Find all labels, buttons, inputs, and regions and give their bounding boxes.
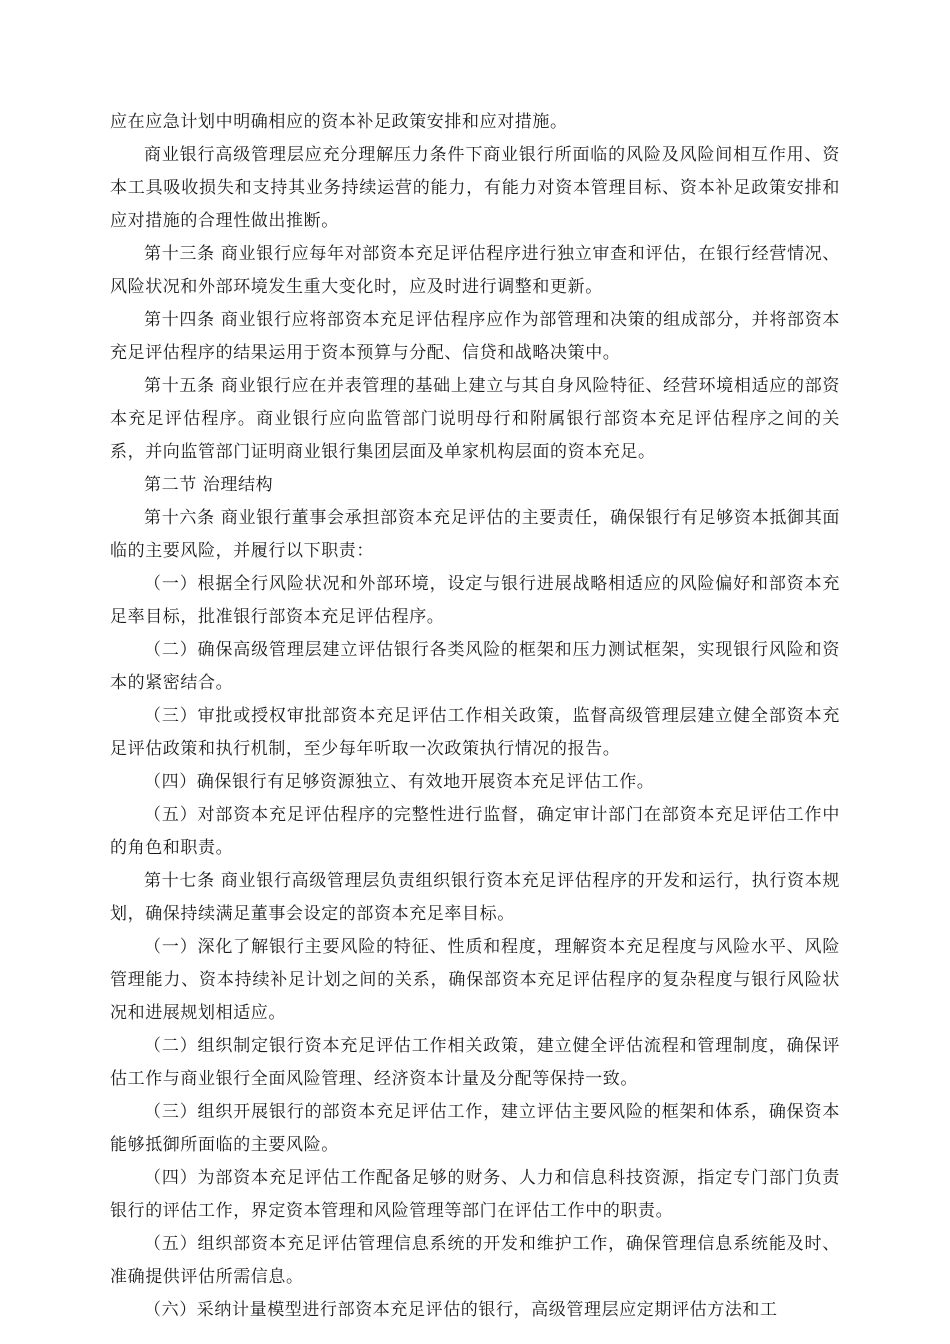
paragraph: 第十五条 商业银行应在并表管理的基础上建立与其自身风险特征、经营环境相适应的部资本充足评估程序。商业银行应向监管部门说明母行和附属银行部资本充足评估程序之间的关系，并向监管部门证明商业银行集团层面及单家机构层面的资本充足。	[110, 376, 840, 462]
paragraph: （四）确保银行有足够资源独立、有效地开展资本充足评估工作。	[144, 772, 655, 792]
paragraph: （六）采纳计量模型进行部资本充足评估的银行，高级管理层应定期评估方法和工	[144, 1300, 778, 1320]
paragraph: 第二节 治理结构	[144, 475, 274, 495]
document-body	[110, 106, 840, 1327]
paragraph: （四）为部资本充足评估工作配备足够的财务、人力和信息科技资源，指定专门部门负责银行的评估工作，界定资本管理和风险管理等部门在评估工作中的职责。	[110, 1168, 840, 1221]
paragraph: 第十三条 商业银行应每年对部资本充足评估程序进行独立审查和评估，在银行经营情况、风险状况和外部环境发生重大变化时，应及时进行调整和更新。	[110, 244, 840, 297]
paragraph: （五）对部资本充足评估程序的完整性进行监督，确定审计部门在部资本充足评估工作中的角色和职责。	[110, 805, 840, 858]
paragraph: 第十六条 商业银行董事会承担部资本充足评估的主要责任，确保银行有足够资本抵御其面临的主要风险，并履行以下职责：	[110, 508, 840, 561]
paragraph: （一）根据全行风险状况和外部环境，设定与银行进展战略相适应的风险偏好和部资本充足率目标，批准银行部资本充足评估程序。	[110, 574, 840, 627]
paragraph: 第十七条 商业银行高级管理层负责组织银行资本充足评估程序的开发和运行，执行资本规划，确保持续满足董事会设定的部资本充足率目标。	[110, 871, 840, 924]
paragraph: （五）组织部资本充足评估管理信息系统的开发和维护工作，确保管理信息系统能及时、准确提供评估所需信息。	[110, 1234, 840, 1287]
paragraph: （三）组织开展银行的部资本充足评估工作，建立评估主要风险的框架和体系，确保资本能够抵御所面临的主要风险。	[110, 1102, 840, 1155]
paragraph: 应在应急计划中明确相应的资本补足政策安排和应对措施。	[110, 112, 568, 132]
paragraph: （一）深化了解银行主要风险的特征、性质和程度，理解资本充足程度与风险水平、风险管理能力、资本持续补足计划之间的关系，确保部资本充足评估程序的复杂程度与银行风险状况和进展规划相适应。	[110, 937, 840, 1023]
paragraph: 商业银行高级管理层应充分理解压力条件下商业银行所面临的风险及风险间相互作用、资本工具吸收损失和支持其业务持续运营的能力，有能力对资本管理目标、资本补足政策安排和应对措施的合理性做出推断。	[110, 145, 840, 231]
paragraph: 第十四条 商业银行应将部资本充足评估程序应作为部管理和决策的组成部分，并将部资本充足评估程序的结果运用于资本预算与分配、信贷和战略决策中。	[110, 310, 840, 363]
paragraph: （二）组织制定银行资本充足评估工作相关政策，建立健全评估流程和管理制度，确保评估工作与商业银行全面风险管理、经济资本计量及分配等保持一致。	[110, 1036, 840, 1089]
paragraph: （二）确保高级管理层建立评估银行各类风险的框架和压力测试框架，实现银行风险和资本的紧密结合。	[110, 640, 840, 693]
paragraph: （三）审批或授权审批部资本充足评估工作相关政策，监督高级管理层建立健全部资本充足评估政策和执行机制，至少每年听取一次政策执行情况的报告。	[110, 706, 840, 759]
